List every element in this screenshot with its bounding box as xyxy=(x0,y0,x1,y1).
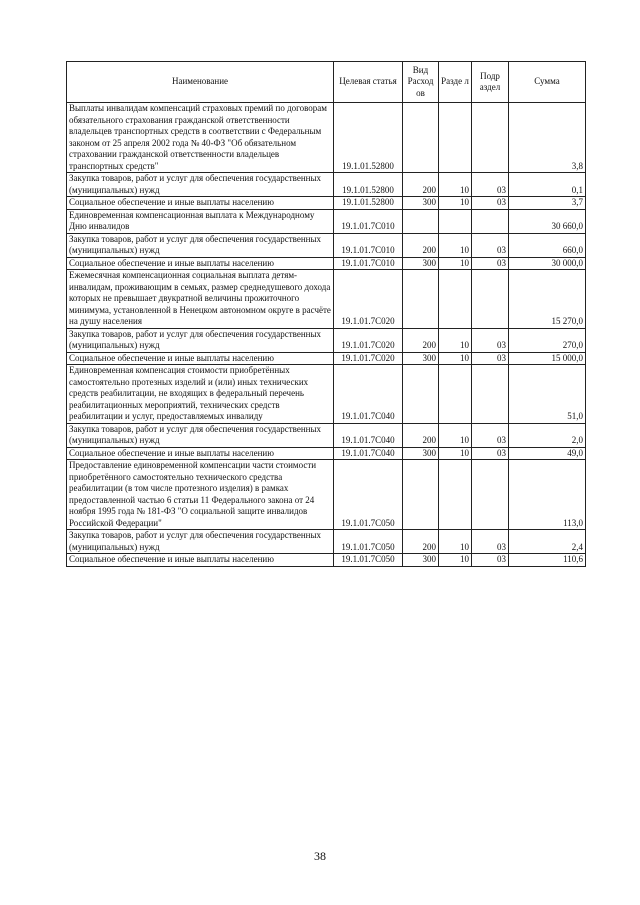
table-row xyxy=(67,530,586,554)
table-row xyxy=(67,447,586,460)
cell-subsection xyxy=(472,365,509,424)
budget-table xyxy=(66,61,586,567)
header-sum: Сумма xyxy=(509,62,586,103)
cell-subsection xyxy=(472,460,509,530)
table-row xyxy=(67,423,586,447)
cell-name: Единовременная компенсация стоимости приобретённых самостоятельно протезных изделий и (или) иных технических средств реабилитации, не входящих в федеральный перечень реабилитационных мероприятий, технических средств реабилитации и услуг, предоставляемых инвалиду xyxy=(67,365,334,424)
cell-name: Социальное обеспечение и иные выплаты населению xyxy=(67,257,334,270)
cell-target-article: 19.1.01.7C040 xyxy=(334,447,403,460)
table-row xyxy=(67,233,586,257)
cell-section: 10 xyxy=(439,257,472,270)
cell-section: 10 xyxy=(439,352,472,365)
cell-subsection: 03 xyxy=(472,447,509,460)
table-row xyxy=(67,209,586,233)
cell-expense-kind: 200 xyxy=(403,328,439,352)
cell-expense-kind: 200 xyxy=(403,233,439,257)
cell-expense-kind: 200 xyxy=(403,173,439,197)
cell-name: Закупка товаров, работ и услуг для обеспечения государственных (муниципальных) нужд xyxy=(67,328,334,352)
cell-target-article: 19.1.01.7C050 xyxy=(334,530,403,554)
cell-expense-kind xyxy=(403,270,439,329)
cell-target-article: 19.1.01.7C010 xyxy=(334,209,403,233)
cell-subsection: 03 xyxy=(472,328,509,352)
cell-target-article: 19.1.01.7C020 xyxy=(334,352,403,365)
cell-sum: 3,7 xyxy=(509,197,586,210)
table-row xyxy=(67,352,586,365)
cell-name: Социальное обеспечение и иные выплаты населению xyxy=(67,197,334,210)
cell-section: 10 xyxy=(439,233,472,257)
cell-name: Ежемесячная компенсационная социальная выплата детям-инвалидам, проживающим в семьях, размер среднедушевого дохода которых не превышает двукратной величины прожиточного минимума, установленной в Ненецком автономном округе в расчёте на душу населения xyxy=(67,270,334,329)
cell-section xyxy=(439,103,472,173)
cell-expense-kind: 200 xyxy=(403,423,439,447)
cell-name: Социальное обеспечение и иные выплаты населению xyxy=(67,447,334,460)
cell-subsection: 03 xyxy=(472,173,509,197)
table-row xyxy=(67,173,586,197)
cell-expense-kind xyxy=(403,209,439,233)
cell-expense-kind xyxy=(403,365,439,424)
cell-subsection: 03 xyxy=(472,530,509,554)
cell-sum: 51,0 xyxy=(509,365,586,424)
table-header-row xyxy=(67,62,586,103)
header-section: Разде л xyxy=(439,62,472,103)
cell-subsection: 03 xyxy=(472,423,509,447)
cell-section: 10 xyxy=(439,197,472,210)
cell-target-article: 19.1.01.7C050 xyxy=(334,460,403,530)
cell-expense-kind: 300 xyxy=(403,554,439,567)
table-row xyxy=(67,460,586,530)
cell-sum: 660,0 xyxy=(509,233,586,257)
cell-target-article: 19.1.01.7C020 xyxy=(334,328,403,352)
cell-target-article: 19.1.01.7C020 xyxy=(334,270,403,329)
cell-section xyxy=(439,209,472,233)
cell-sum: 15 000,0 xyxy=(509,352,586,365)
cell-target-article: 19.1.01.7C040 xyxy=(334,423,403,447)
cell-target-article: 19.1.01.7C010 xyxy=(334,233,403,257)
cell-name: Закупка товаров, работ и услуг для обеспечения государственных (муниципальных) нужд xyxy=(67,233,334,257)
cell-section xyxy=(439,270,472,329)
cell-sum: 30 000,0 xyxy=(509,257,586,270)
cell-sum: 2,0 xyxy=(509,423,586,447)
cell-target-article: 19.1.01.7C050 xyxy=(334,554,403,567)
cell-name: Предоставление единовременной компенсации части стоимости приобретённого самостоятельно технического средства реабилитации (в том числе протезного изделия) в рамках предоставленной частью 6 статьи 11 Федерального закона от 24 ноября 1995 года № 181-ФЗ "О социальной защите инвалидов Российской Федерации" xyxy=(67,460,334,530)
cell-expense-kind xyxy=(403,103,439,173)
cell-name: Единовременная компенсационная выплата к Международному Дню инвалидов xyxy=(67,209,334,233)
cell-sum: 2,4 xyxy=(509,530,586,554)
cell-subsection xyxy=(472,103,509,173)
header-name: Наименование xyxy=(67,62,334,103)
cell-expense-kind: 300 xyxy=(403,447,439,460)
cell-target-article: 19.1.01.52800 xyxy=(334,173,403,197)
cell-name: Социальное обеспечение и иные выплаты населению xyxy=(67,352,334,365)
cell-subsection: 03 xyxy=(472,352,509,365)
header-target-article: Целевая статья xyxy=(334,62,403,103)
cell-sum: 270,0 xyxy=(509,328,586,352)
cell-target-article: 19.1.01.7C010 xyxy=(334,257,403,270)
cell-subsection: 03 xyxy=(472,257,509,270)
cell-section: 10 xyxy=(439,328,472,352)
cell-subsection: 03 xyxy=(472,554,509,567)
cell-subsection xyxy=(472,270,509,329)
table-body xyxy=(67,103,586,567)
header-subsection: Подр аздел xyxy=(472,62,509,103)
cell-sum: 3,8 xyxy=(509,103,586,173)
cell-sum: 15 270,0 xyxy=(509,270,586,329)
cell-sum: 110,6 xyxy=(509,554,586,567)
cell-expense-kind xyxy=(403,460,439,530)
table-row xyxy=(67,197,586,210)
cell-section: 10 xyxy=(439,447,472,460)
table-row xyxy=(67,270,586,329)
cell-name: Закупка товаров, работ и услуг для обеспечения государственных (муниципальных) нужд xyxy=(67,530,334,554)
cell-sum: 49,0 xyxy=(509,447,586,460)
cell-subsection xyxy=(472,209,509,233)
cell-expense-kind: 300 xyxy=(403,257,439,270)
cell-sum: 0,1 xyxy=(509,173,586,197)
cell-expense-kind: 300 xyxy=(403,197,439,210)
cell-sum: 30 660,0 xyxy=(509,209,586,233)
cell-sum: 113,0 xyxy=(509,460,586,530)
cell-name: Выплаты инвалидам компенсаций страховых премий по договорам обязательного страхования гражданской ответственности владельцев транспортных средств в соответствии с Федеральным законом от 25 апреля 2002 года № 40-ФЗ "Об обязательном страховании гражданской ответственности владельцев транспортных средств" xyxy=(67,103,334,173)
table-row xyxy=(67,257,586,270)
table-row xyxy=(67,554,586,567)
cell-expense-kind: 300 xyxy=(403,352,439,365)
cell-section: 10 xyxy=(439,173,472,197)
header-expense-kind: Вид Расход ов xyxy=(403,62,439,103)
cell-section xyxy=(439,460,472,530)
table-row xyxy=(67,365,586,424)
cell-name: Закупка товаров, работ и услуг для обеспечения государственных (муниципальных) нужд xyxy=(67,423,334,447)
cell-subsection: 03 xyxy=(472,233,509,257)
cell-section: 10 xyxy=(439,554,472,567)
cell-name: Социальное обеспечение и иные выплаты населению xyxy=(67,554,334,567)
cell-name: Закупка товаров, работ и услуг для обеспечения государственных (муниципальных) нужд xyxy=(67,173,334,197)
cell-expense-kind: 200 xyxy=(403,530,439,554)
table-row xyxy=(67,103,586,173)
cell-section: 10 xyxy=(439,530,472,554)
table-row xyxy=(67,328,586,352)
cell-section: 10 xyxy=(439,423,472,447)
page-number: 38 xyxy=(314,849,326,863)
cell-section xyxy=(439,365,472,424)
cell-target-article: 19.1.01.52800 xyxy=(334,197,403,210)
cell-subsection: 03 xyxy=(472,197,509,210)
cell-target-article: 19.1.01.52800 xyxy=(334,103,403,173)
cell-target-article: 19.1.01.7C040 xyxy=(334,365,403,424)
